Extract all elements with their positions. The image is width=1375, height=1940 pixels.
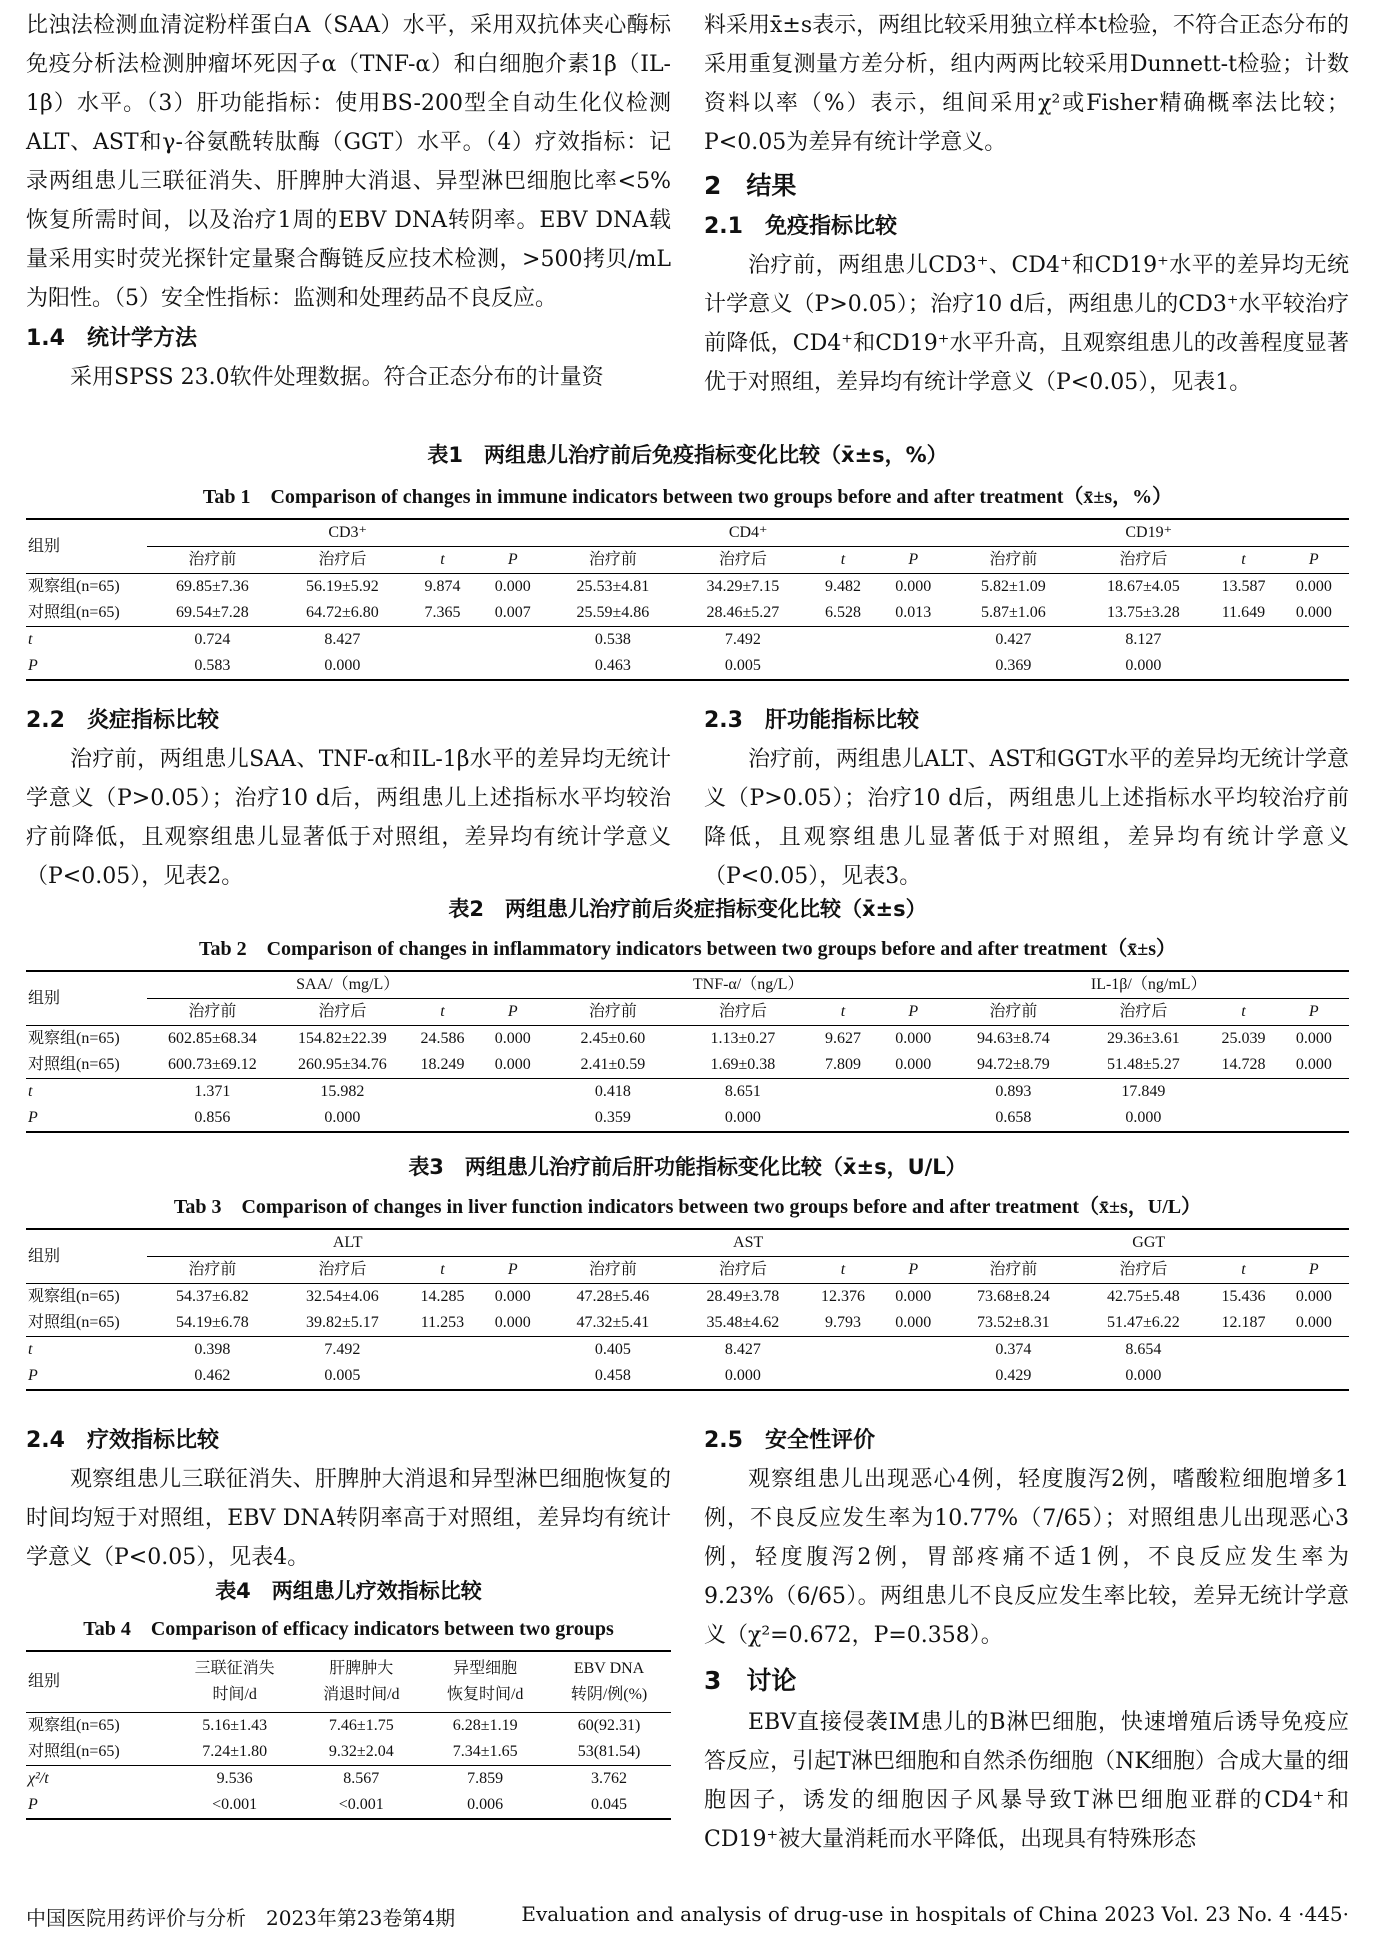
table-cell [878, 1363, 948, 1390]
table-cell: 24.586 [407, 1026, 477, 1053]
table-row [26, 653, 1349, 680]
table-subheader: 治疗后 [318, 551, 367, 568]
table-cell: 0.463 [548, 653, 678, 680]
table-cell: 0.583 [147, 653, 277, 680]
table-row-label: P [26, 1105, 147, 1132]
table-row [26, 1052, 1349, 1079]
table-subheader: 治疗前 [588, 1261, 637, 1278]
table-header-indicator: CD3⁺ [147, 519, 548, 547]
table-cell: 64.72±6.80 [305, 604, 379, 621]
table-cell: 2.45±0.60 [548, 1026, 678, 1053]
table-cell: 7.46±1.75 [299, 1713, 423, 1740]
table-cell [808, 1363, 878, 1390]
table-subheader: P [1308, 1261, 1319, 1278]
table-cell [878, 1337, 948, 1364]
table-cell: 0.000 [895, 1056, 932, 1073]
table-cell: 14.728 [1221, 1056, 1266, 1073]
table-cell: 7.859 [423, 1766, 547, 1793]
table-cell: 1.69±0.38 [710, 1056, 776, 1073]
table-subheader: 治疗前 [989, 551, 1038, 568]
paragraph-2-5: 观察组患儿出现恶心4例，轻度腹泻2例，嗜酸粒细胞增多1例，不良反应发生率为10.77%（7/65）；对照组患儿出现恶心3例，轻度腹泻2例，胃部疼痛不适1例，不良反应发生率为9.23%（6/65）。两组患儿不良反应发生率比较，差异无统计学意义（χ²=0.672，P=0.358）。 [704, 1467, 1349, 1648]
table-subheader: t [1241, 1003, 1246, 1020]
table-cell: 0.006 [423, 1792, 547, 1819]
table4-caption-en: Tab 4 Comparison of efficacy indicators between two groups [83, 1618, 614, 1640]
table-subheader: 治疗后 [318, 1003, 367, 1020]
table-cell: 0.000 [678, 1105, 808, 1132]
table-cell: 25.039 [1208, 1026, 1278, 1053]
table-cell: <0.001 [299, 1792, 423, 1819]
table-cell: 0.462 [147, 1363, 277, 1390]
table-cell: 9.874 [407, 574, 477, 601]
table-subheader: 治疗前 [989, 1261, 1038, 1278]
table-row-label: 对照组(n=65) [28, 604, 120, 621]
table-cell: 13.587 [1208, 574, 1278, 601]
table-header-indicator: GGT [948, 1229, 1349, 1257]
right-column-top [704, 6, 1349, 402]
table-cell [1279, 1079, 1349, 1106]
table-cell: 0.000 [895, 1314, 932, 1331]
table-cell: 7.492 [277, 1337, 407, 1364]
table-cell: 0.000 [494, 1314, 531, 1331]
table-header-indicator: TNF-α/（ng/L） [548, 971, 949, 999]
table-cell [478, 1079, 548, 1106]
table-cell: 34.29±7.15 [678, 574, 808, 601]
paragraph-2-2: 治疗前，两组患儿SAA、TNF-α和IL-1β水平的差异均无统计学意义（P>0.05）；治疗10 d后，两组患儿上述指标水平均较治疗前降低，且观察组患儿显著低于对照组，差异均有统计学意义（P<0.05），见表2。 [26, 747, 671, 889]
table-cell: 7.365 [424, 604, 461, 621]
table-cell: 12.187 [1221, 1314, 1266, 1331]
table-header-group-label: 组别 [26, 1229, 147, 1284]
table-cell: 0.000 [878, 1026, 948, 1053]
table-cell: 9.536 [170, 1766, 299, 1793]
table-header-line: 恢复时间/d [446, 1686, 524, 1703]
table-cell: 0.000 [678, 1363, 808, 1390]
table-header-line: 时间/d [212, 1686, 257, 1703]
table-cell: 0.000 [478, 1284, 548, 1311]
table-cell: 8.427 [678, 1337, 808, 1364]
footer-journal-cn: 中国医院用药评价与分析 2023年第23卷第4期 [26, 1906, 456, 1930]
table-subheader: 治疗前 [188, 1261, 237, 1278]
table-cell: 13.75±3.28 [1106, 604, 1180, 621]
table-cell: 0.005 [678, 653, 808, 680]
table-subheader: t [440, 551, 445, 568]
table-cell: 602.85±68.34 [147, 1026, 277, 1053]
table-cell: 73.52±8.31 [977, 1314, 1050, 1331]
table-row-label: 观察组(n=65) [26, 1026, 147, 1053]
table-header-line: 肝脾肿大 [329, 1660, 394, 1677]
table-cell: 1.13±0.27 [678, 1026, 808, 1053]
table-row-label: 对照组(n=65) [28, 1743, 120, 1760]
table-cell: 8.427 [277, 627, 407, 654]
right-column-mid [704, 700, 1349, 896]
table-header-group-label: 组别 [26, 1651, 170, 1713]
table-header-line: EBV DNA [573, 1660, 645, 1677]
table-row-label: 观察组(n=65) [26, 1713, 170, 1740]
table-cell: 11.649 [1221, 604, 1266, 621]
table-cell: 0.427 [948, 627, 1078, 654]
table-cell [478, 627, 548, 654]
table-cell: 15.436 [1208, 1284, 1278, 1311]
table-cell: 7.492 [678, 627, 808, 654]
heading-2-2: 2.2 炎症指标比较 [26, 708, 219, 733]
table-header-indicator: CD4⁺ [548, 519, 949, 547]
table-cell: 0.538 [548, 627, 678, 654]
table-cell: 47.28±5.46 [548, 1284, 678, 1311]
table-cell: 0.458 [548, 1363, 678, 1390]
table-cell: 29.36±3.61 [1078, 1026, 1208, 1053]
table-cell: 94.72±8.79 [977, 1056, 1050, 1073]
table-row-label: t [26, 627, 147, 654]
paragraph-2-3: 治疗前，两组患儿ALT、AST和GGT水平的差异均无统计学意义（P>0.05）；治疗10 d后，两组患儿上述指标水平均较治疗前降低，且观察组患儿显著低于对照组，差异均有统计学意义（P<0.05），见表3。 [704, 747, 1349, 889]
table-subheader: 治疗后 [318, 1261, 367, 1278]
table-cell [878, 627, 948, 654]
table-row-label: 对照组(n=65) [28, 1314, 120, 1331]
table-subheader: t [440, 1003, 445, 1020]
table-subheader: P [507, 1003, 518, 1020]
table-cell: 94.63±8.74 [948, 1026, 1078, 1053]
table-subheader: P [1308, 551, 1319, 568]
table-subheader: 治疗前 [588, 551, 637, 568]
table-cell: 1.371 [147, 1079, 277, 1106]
table-header-indicator [299, 1651, 423, 1713]
heading-2-1: 2.1 免疫指标比较 [704, 214, 897, 239]
table-cell: 0.000 [478, 1026, 548, 1053]
table-cell: 39.82±5.17 [305, 1314, 379, 1331]
footer-journal-en: Evaluation and analysis of drug-use in hospitals of China 2023 Vol. 23 No. 4 ·445· [521, 1902, 1349, 1926]
table-header-indicator [423, 1651, 547, 1713]
table-cell: 0.000 [1078, 1363, 1208, 1390]
table-header-indicator: SAA/（mg/L） [147, 971, 548, 999]
table-row [26, 1739, 671, 1766]
table-row-label: P [26, 1363, 147, 1390]
table-cell [1208, 1337, 1278, 1364]
table-cell: 0.359 [548, 1105, 678, 1132]
table-cell: 42.75±5.48 [1078, 1284, 1208, 1311]
table-2 [26, 970, 1349, 1133]
table-cell: 18.249 [420, 1056, 465, 1073]
paper-page [26, 0, 1349, 1940]
table-subheader: 治疗后 [718, 1261, 767, 1278]
table-row [26, 1284, 1349, 1311]
table-cell [407, 627, 477, 654]
table-header-line: 异型细胞 [453, 1660, 518, 1677]
table-subheader: 治疗后 [718, 1003, 767, 1020]
left-column-top [26, 6, 671, 397]
table-cell: 0.000 [1295, 1314, 1332, 1331]
table-subheader: P [908, 1261, 919, 1278]
table-cell: 8.654 [1078, 1337, 1208, 1364]
table-subheader: t [440, 1261, 445, 1278]
table-cell [1279, 1363, 1349, 1390]
table-cell: 15.982 [277, 1079, 407, 1106]
left-column-mid [26, 700, 671, 896]
table-cell: 54.37±6.82 [147, 1284, 277, 1311]
table-cell [808, 653, 878, 680]
table-cell: 0.013 [895, 604, 932, 621]
heading-2-5: 2.5 安全性评价 [704, 1428, 875, 1453]
table-cell: 0.405 [548, 1337, 678, 1364]
table-row-label: P [26, 653, 147, 680]
table-cell: 0.007 [494, 604, 531, 621]
table-row [26, 1713, 671, 1740]
table-cell [407, 1105, 477, 1132]
table-cell: 7.24±1.80 [202, 1743, 268, 1760]
table-row [26, 1310, 1349, 1337]
table-cell: 73.68±8.24 [948, 1284, 1078, 1311]
table-cell: 69.85±7.36 [147, 574, 277, 601]
table-cell: <0.001 [170, 1792, 299, 1819]
paragraph-1-4-part2: 料采用x̄±s表示，两组比较采用独立样本t检验，不符合正态分布的采用重复测量方差分析，组内两两比较采用Dunnett-t检验；计数资料以率（%）表示，组间采用χ²或Fisher精确概率法比较；P<0.05为差异有统计学意义。 [704, 13, 1349, 155]
table-cell: 7.809 [824, 1056, 861, 1073]
table-row-label: χ²/t [26, 1766, 170, 1793]
heading-2-3: 2.3 肝功能指标比较 [704, 708, 919, 733]
table-subheader: t [840, 551, 846, 568]
table-cell: 54.19±6.78 [176, 1314, 249, 1331]
table-cell: 0.000 [1279, 1284, 1349, 1311]
table-header-line: 三联征消失 [194, 1660, 275, 1677]
heading-3: 3 讨论 [704, 1666, 797, 1695]
table-subheader: P [507, 551, 518, 568]
table-cell: 0.000 [494, 1056, 531, 1073]
table-row [26, 1792, 671, 1819]
table-cell: 60(92.31) [547, 1713, 671, 1740]
table-cell: 14.285 [407, 1284, 477, 1311]
table-cell: 0.856 [147, 1105, 277, 1132]
table-cell: 47.32±5.41 [576, 1314, 650, 1331]
table2-caption-en: Tab 2 Comparison of changes in inflammatory indicators between two groups before and after treatment（x̄±s） [198, 938, 1177, 960]
table-subheader: 治疗后 [1119, 551, 1168, 568]
table-cell: 9.482 [808, 574, 878, 601]
table-row [26, 600, 1349, 627]
table-cell: 7.34±1.65 [452, 1743, 518, 1760]
table-cell [808, 1105, 878, 1132]
table-cell: 8.651 [678, 1079, 808, 1106]
table-row [26, 1766, 671, 1793]
table-cell [878, 1105, 948, 1132]
table-cell: 25.53±4.81 [548, 574, 678, 601]
heading-2: 2 结果 [704, 171, 797, 200]
table-cell: 0.000 [478, 574, 548, 601]
table-cell [407, 653, 477, 680]
table-cell: 6.28±1.19 [423, 1713, 547, 1740]
table-header-indicator [547, 1651, 671, 1713]
table-header-indicator [170, 1651, 299, 1713]
table-cell: 9.793 [824, 1314, 861, 1331]
table-cell: 0.000 [878, 574, 948, 601]
table-cell [1279, 1337, 1349, 1364]
table-cell: 0.374 [948, 1337, 1078, 1364]
table-header-group-label: 组别 [26, 971, 147, 1026]
table-cell: 0.000 [1078, 1105, 1208, 1132]
table-row-label: t [26, 1079, 147, 1106]
table-row [26, 1363, 1349, 1390]
table1-caption-cn: 表1 两组患儿治疗前后免疫指标变化比较（x̄±s，%） [427, 443, 948, 467]
table-header-group-label: 组别 [26, 519, 147, 574]
table-cell: 154.82±22.39 [277, 1026, 407, 1053]
table-row [26, 1079, 1349, 1106]
table-subheader: 治疗前 [188, 1003, 237, 1020]
table-subheader: 治疗后 [1119, 1261, 1168, 1278]
table-subheader: P [507, 1261, 518, 1278]
table-cell: 53(81.54) [577, 1743, 641, 1760]
table-cell: 0.000 [878, 1284, 948, 1311]
table-cell: 32.54±4.06 [277, 1284, 407, 1311]
paragraph-1-4-part1: 采用SPSS 23.0软件处理数据。符合正态分布的计量资 [70, 365, 604, 390]
table-subheader: 治疗后 [718, 551, 767, 568]
table-cell: 0.045 [547, 1792, 671, 1819]
table-cell: 0.658 [948, 1105, 1078, 1132]
table-cell: 0.005 [277, 1363, 407, 1390]
table-cell: 56.19±5.92 [277, 574, 407, 601]
table2-caption-cn: 表2 两组患儿治疗前后炎症指标变化比较（x̄±s） [448, 897, 927, 921]
table-subheader: 治疗前 [188, 551, 237, 568]
table-subheader: P [908, 551, 919, 568]
table-header-indicator: CD19⁺ [948, 519, 1349, 547]
table-cell: 9.627 [808, 1026, 878, 1053]
right-column-bottom [704, 1420, 1349, 1859]
table-cell [1208, 1079, 1278, 1106]
table-cell: 260.95±34.76 [297, 1056, 387, 1073]
table-cell: 0.000 [1078, 653, 1208, 680]
table-subheader: P [1308, 1003, 1319, 1020]
table-cell [478, 1363, 548, 1390]
table-subheader: t [840, 1261, 846, 1278]
table-cell [1208, 627, 1278, 654]
table1-caption-en: Tab 1 Comparison of changes in immune indicators between two groups before and after treatment（x̄±s，%） [202, 486, 1173, 508]
table-cell [808, 1079, 878, 1106]
table-cell: 0.000 [1295, 604, 1332, 621]
table-cell: 3.762 [547, 1766, 671, 1793]
table-cell: 5.82±1.09 [948, 574, 1078, 601]
table3-caption-en: Tab 3 Comparison of changes in liver function indicators between two groups before and after treatment（x̄±s，U/L） [173, 1196, 1202, 1218]
table-cell: 0.000 [1295, 1056, 1332, 1073]
table-row-label: 对照组(n=65) [28, 1056, 120, 1073]
table-cell [878, 1079, 948, 1106]
table-cell: 0.418 [548, 1079, 678, 1106]
table-row [26, 1337, 1349, 1364]
paragraph-methods-continued: 比浊法检测血清淀粉样蛋白A（SAA）水平，采用双抗体夹心酶标免疫分析法检测肿瘤坏死因子α（TNF-α）和白细胞介素1β（IL-1β）水平。（3）肝功能指标：使用BS-200型全自动生化仪检测ALT、AST和γ-谷氨酰转肽酶（GGT）水平。（4）疗效指标：记录两组患儿三联征消失、肝脾肿大消退、异型淋巴细胞比率<5%恢复所需时间，以及治疗1周的EBV DNA转阴率。EBV DNA载量采用实时荧光探针定量聚合酶链反应技术检测，>500拷贝/mL为阳性。（5）安全性指标：监测和处理药品不良反应。 [26, 13, 671, 311]
table-cell: 0.893 [948, 1079, 1078, 1106]
table-cell: 0.000 [1279, 1026, 1349, 1053]
table-header-indicator: ALT [147, 1229, 548, 1257]
table-cell: 5.87±1.06 [981, 604, 1046, 621]
table3-caption-cn: 表3 两组患儿治疗前后肝功能指标变化比较（x̄±s，U/L） [408, 1155, 967, 1179]
table-subheader: t [840, 1003, 846, 1020]
table-subheader: t [1241, 551, 1246, 568]
table-row-label: 观察组(n=65) [26, 574, 147, 601]
table-subheader: P [908, 1003, 919, 1020]
table-row-label: 观察组(n=65) [26, 1284, 147, 1311]
table-cell: 51.47±6.22 [1106, 1314, 1180, 1331]
table-cell: 25.59±4.86 [576, 604, 650, 621]
table-subheader: 治疗前 [588, 1003, 637, 1020]
table-subheader: t [1241, 1261, 1246, 1278]
table-cell: 28.49±3.78 [678, 1284, 808, 1311]
table-cell: 8.127 [1078, 627, 1208, 654]
table-cell: 69.54±7.28 [176, 604, 249, 621]
table-cell [478, 1337, 548, 1364]
heading-2-4: 2.4 疗效指标比较 [26, 1428, 219, 1453]
table-subheader: 治疗前 [989, 1003, 1038, 1020]
table-cell: 0.000 [277, 1105, 407, 1132]
table-cell [407, 1363, 477, 1390]
table-row-label: t [26, 1337, 147, 1364]
table-cell: 51.48±5.27 [1106, 1056, 1180, 1073]
table-cell: 0.398 [147, 1337, 277, 1364]
table-row [26, 627, 1349, 654]
table-subheader: 治疗后 [1119, 1003, 1168, 1020]
table-header-line: 消退时间/d [323, 1686, 400, 1703]
paragraph-3: EBV直接侵袭IM患儿的B淋巴细胞，快速增殖后诱导免疫应答反应，引起T淋巴细胞和自然杀伤细胞（NK细胞）合成大量的细胞因子，诱发的细胞因子风暴导致T淋巴细胞亚群的CD4⁺和CD19⁺被大量消耗而水平降低，出现具有特殊形态 [704, 1710, 1349, 1852]
table-header-line: 转阴/例(%) [570, 1686, 648, 1703]
heading-1-4: 1.4 统计学方法 [26, 326, 197, 351]
left-column-bottom [26, 1420, 671, 1577]
table-cell: 0.724 [147, 627, 277, 654]
table-cell: 17.849 [1078, 1079, 1208, 1106]
table-cell [1208, 1105, 1278, 1132]
table-1 [26, 518, 1349, 681]
table-cell [1208, 653, 1278, 680]
table-cell: 0.429 [948, 1363, 1078, 1390]
table-cell [407, 1079, 477, 1106]
paragraph-2-4: 观察组患儿三联征消失、肝脾肿大消退和异型淋巴细胞恢复的时间均短于对照组，EBV DNA转阴率高于对照组，差异均有统计学意义（P<0.05），见表4。 [26, 1467, 671, 1570]
table4-caption-cn: 表4 两组患儿疗效指标比较 [215, 1579, 482, 1603]
paragraph-2-1: 治疗前，两组患儿CD3⁺、CD4⁺和CD19⁺水平的差异均无统计学意义（P>0.05）；治疗10 d后，两组患儿的CD3⁺水平较治疗前降低，CD4⁺和CD19⁺水平升高，且观察组患儿的改善程度显著优于对照组，差异均有统计学意义（P<0.05），见表1。 [704, 253, 1349, 395]
table-cell: 0.000 [1279, 574, 1349, 601]
table-cell [478, 1105, 548, 1132]
table-cell: 0.369 [948, 653, 1078, 680]
table-cell: 12.376 [808, 1284, 878, 1311]
table-cell [1279, 627, 1349, 654]
table-row [26, 1026, 1349, 1053]
table-cell: 600.73±69.12 [168, 1056, 257, 1073]
table-cell [808, 627, 878, 654]
table-header-indicator: AST [548, 1229, 949, 1257]
table-cell [407, 1337, 477, 1364]
table-row-label: P [26, 1792, 170, 1819]
table-cell: 0.000 [277, 653, 407, 680]
table-cell [1279, 653, 1349, 680]
table-cell [478, 653, 548, 680]
table-cell [1279, 1105, 1349, 1132]
table-row [26, 574, 1349, 601]
table-cell: 2.41±0.59 [580, 1056, 646, 1073]
table-cell: 8.567 [299, 1766, 423, 1793]
table-cell: 5.16±1.43 [170, 1713, 299, 1740]
table-cell: 9.32±2.04 [328, 1743, 394, 1760]
table-cell: 18.67±4.05 [1078, 574, 1208, 601]
table-cell: 11.253 [420, 1314, 465, 1331]
table-row [26, 1105, 1349, 1132]
table-cell: 35.48±4.62 [706, 1314, 780, 1331]
table-cell: 28.46±5.27 [706, 604, 780, 621]
table-header-indicator: IL-1β/（ng/mL） [948, 971, 1349, 999]
table-3 [26, 1228, 1349, 1391]
table-cell: 6.528 [824, 604, 861, 621]
table-4 [26, 1650, 671, 1820]
table-cell [1208, 1363, 1278, 1390]
table-cell [878, 653, 948, 680]
table-cell [808, 1337, 878, 1364]
